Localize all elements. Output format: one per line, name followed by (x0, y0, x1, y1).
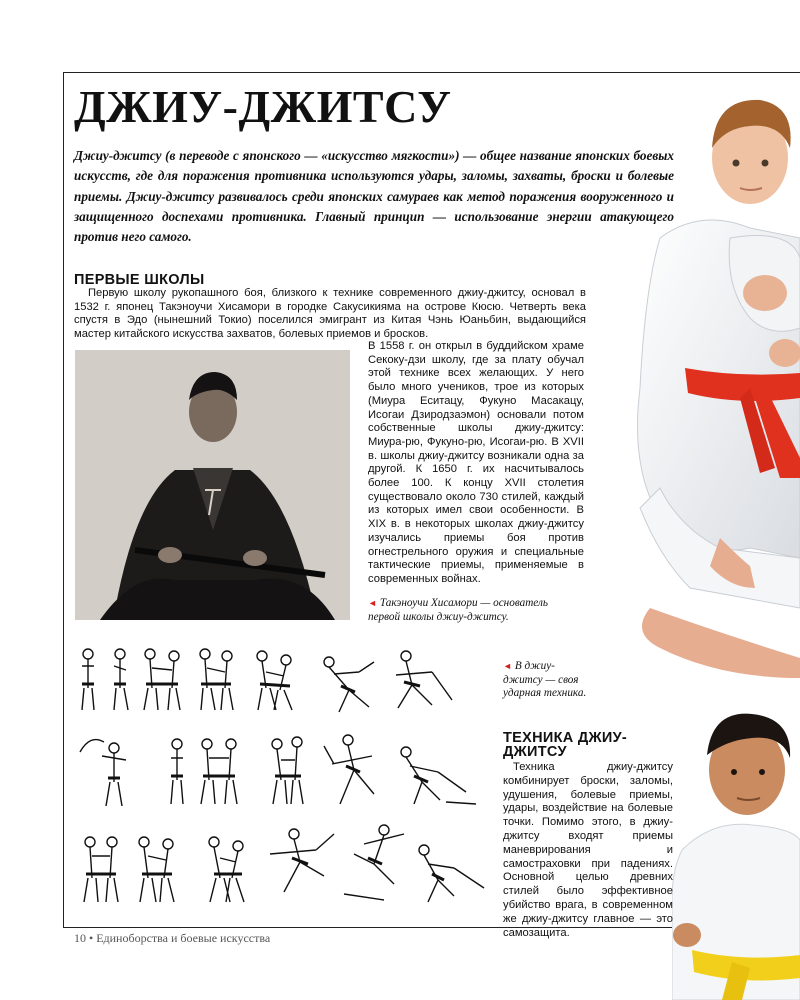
page-footer: 10 • Единоборства и боевые искусства (74, 931, 271, 945)
kid-yellow-belt-photo (672, 700, 800, 1000)
first-schools-paragraph-top: Первую школу рукопашного боя, близкого к технике современного джиу-джитсу, основал в 1532 г. японец Такэноучи Хисамори в городке Сакусикияма на острове Кюсю. Четверть века спустя в Эдо (нынешний Токио) поселился эмигрант из Китая Чэнь Юаньбин, выдающийся мастер китайского искусства захватов, болевых приемов и бросков. (74, 287, 586, 340)
seated-samurai-figure (75, 350, 350, 620)
illustration-caption-marker-icon: ◄ (503, 661, 512, 671)
technique-paragraph: Техника джиу-джитсу комбинирует броски, заломы, удушения, болевые приемы, удары, воздействие на болевые точки. Помимо этого, в джиу-джитсу входят приемы маневрирования и самостраховки при падениях. Основной целью древних стилей было эффективное убийство врага, в современном же джиу-джитсу главное — это самозащита. (503, 761, 673, 939)
photo-caption (368, 596, 578, 624)
technique-strip-row-2 (74, 728, 494, 816)
caption-marker-icon: ◄ (368, 598, 377, 608)
technique-strip-row-3 (74, 820, 494, 912)
page-title: ДЖИУ-ДЖИТСУ (74, 81, 452, 132)
first-schools-paragraph-side: В 1558 г. он открыл в буддийском храме Секоку-дзи школу, где за плату обучал этой технике всех желающих. У него было много учеников, трое из которых (Миура Еситацу, Фукуно Масакацу, Исогаи Дзиродзаэмон) основали потом собственные школы джиу-джитсу: Миура-рю, Фукуно-рю, Исогаи-рю. В XVII в. школы джиу-джитсу возникали одна за другой. К 1650 г. их насчитывалось более 100. К концу XVII столетия существовало около 730 стилей, каждый из которых имел свои особенности. В XIX в. в некоторых школах джиу-джитсу изучались приемы боя против огнестрельного оружия и специальные тактические приемы, применяемые в современных войнах. (368, 340, 584, 585)
section-heading-technique: ТЕХНИКА ДЖИУ-ДЖИТСУ (503, 730, 628, 760)
takenouchi-photo (75, 350, 350, 620)
illustration-caption (503, 660, 593, 701)
illustration-caption-text: В джиу-джитсу — своя ударная техника. (503, 660, 587, 699)
technique-strip-row-1 (74, 640, 494, 720)
intro-paragraph: Джиу-джитсу (в переводе с японского — «искусство мягкости») — общее название японских боевых искусств, где для поражения противника используются удары, заломы, захваты, броски и болевые приемы. Джиу-джитсу развивалось среди японских самураев как метод поражения вооруженного и защищенного доспехами противника. Главный принцип — использование энергии атакующего против него самого. (74, 148, 674, 245)
section-heading-first-schools: ПЕРВЫЕ ШКОЛЫ (74, 272, 205, 288)
photo-caption-text: Такэноучи Хисамори — основатель первой школы джиу-джитсу. (368, 597, 548, 623)
kid-red-belt-photo (600, 88, 800, 698)
